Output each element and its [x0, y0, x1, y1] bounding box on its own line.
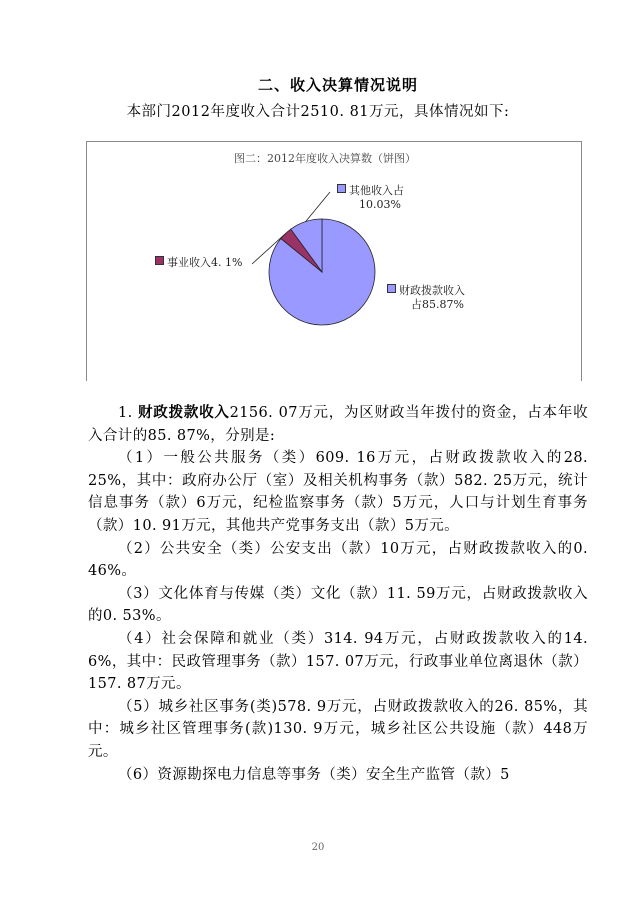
- leader-line-other-income: [306, 192, 330, 222]
- paragraph-urban-rural-community: （5）城乡社区事务(类)578. 9万元，占财政拨款收入的26. 85%，其中：城乡社区管理事务(款)130. 9万元，城乡社区公共设施（款）448万元。: [88, 698, 588, 760]
- legend-business-income: [155, 256, 242, 270]
- paragraph-social-security: （4）社会保障和就业（类）314. 94万元，占财政拨款收入的14. 6%，其中：民政管理事务（款）157. 07万元，行政事业单位离退休（款）157. 87万元。: [88, 630, 588, 693]
- legend-swatch-other: [337, 184, 346, 193]
- chart-title: 图二：2012年度收入决算数（饼图）: [234, 152, 416, 165]
- label-other-line1: 其他收入占: [349, 184, 404, 197]
- paragraph-resource-exploration: （6）资源勘探电力信息等事务（类）安全生产监管（款）5: [118, 766, 510, 783]
- legend-swatch-fiscal: [387, 284, 396, 293]
- paragraph-culture-sports-media: （3）文化体育与传媒（类）文化（款）11. 59万元，占财政拨款收入的0. 53%。: [88, 585, 588, 625]
- pie-chart-figure: [86, 141, 582, 381]
- paragraph-public-security: （2）公共安全（类）公安支出（款）10万元，占财政拨款收入的0. 46%。: [88, 540, 588, 580]
- label-business: 事业收入4. 1%: [167, 256, 243, 269]
- legend-swatch-business: [155, 256, 164, 265]
- bold-term: 财政拨款收入: [138, 404, 230, 421]
- label-fiscal-line2: 占85.87%: [411, 297, 464, 311]
- paragraph-general-public-services: （1）一般公共服务（类）609. 16万元，占财政拨款收入的28. 25%，其中：政府办公厅（室）及相关机构事务（款）582. 25万元，统计信息事务（款）6万元，纪检监察事务（款）5万元，人口与计划生育事务（款）10. 91万元，其他共产党事务支出（款）5万元。: [88, 450, 588, 534]
- legend-other-income: [337, 184, 404, 212]
- page-number: 20: [311, 842, 325, 853]
- section-heading: 二、收入决算情况说明: [257, 76, 418, 94]
- paragraph-text: 2156. 07万元，为区财政当年拨付的资金，占本年收入合计的85. 87%，分别是:: [88, 405, 588, 444]
- label-fiscal-line1: 财政拨款收入: [399, 284, 465, 297]
- body-text: [88, 402, 588, 786]
- section-intro: 本部门2012年度收入合计2510. 81万元，具体情况如下:: [126, 104, 510, 120]
- label-other-line2: 10.03%: [359, 197, 401, 211]
- legend-fiscal-allocation: [387, 284, 465, 312]
- item-number: 1.: [118, 405, 133, 421]
- paragraph-fiscal-allocation: [88, 402, 588, 447]
